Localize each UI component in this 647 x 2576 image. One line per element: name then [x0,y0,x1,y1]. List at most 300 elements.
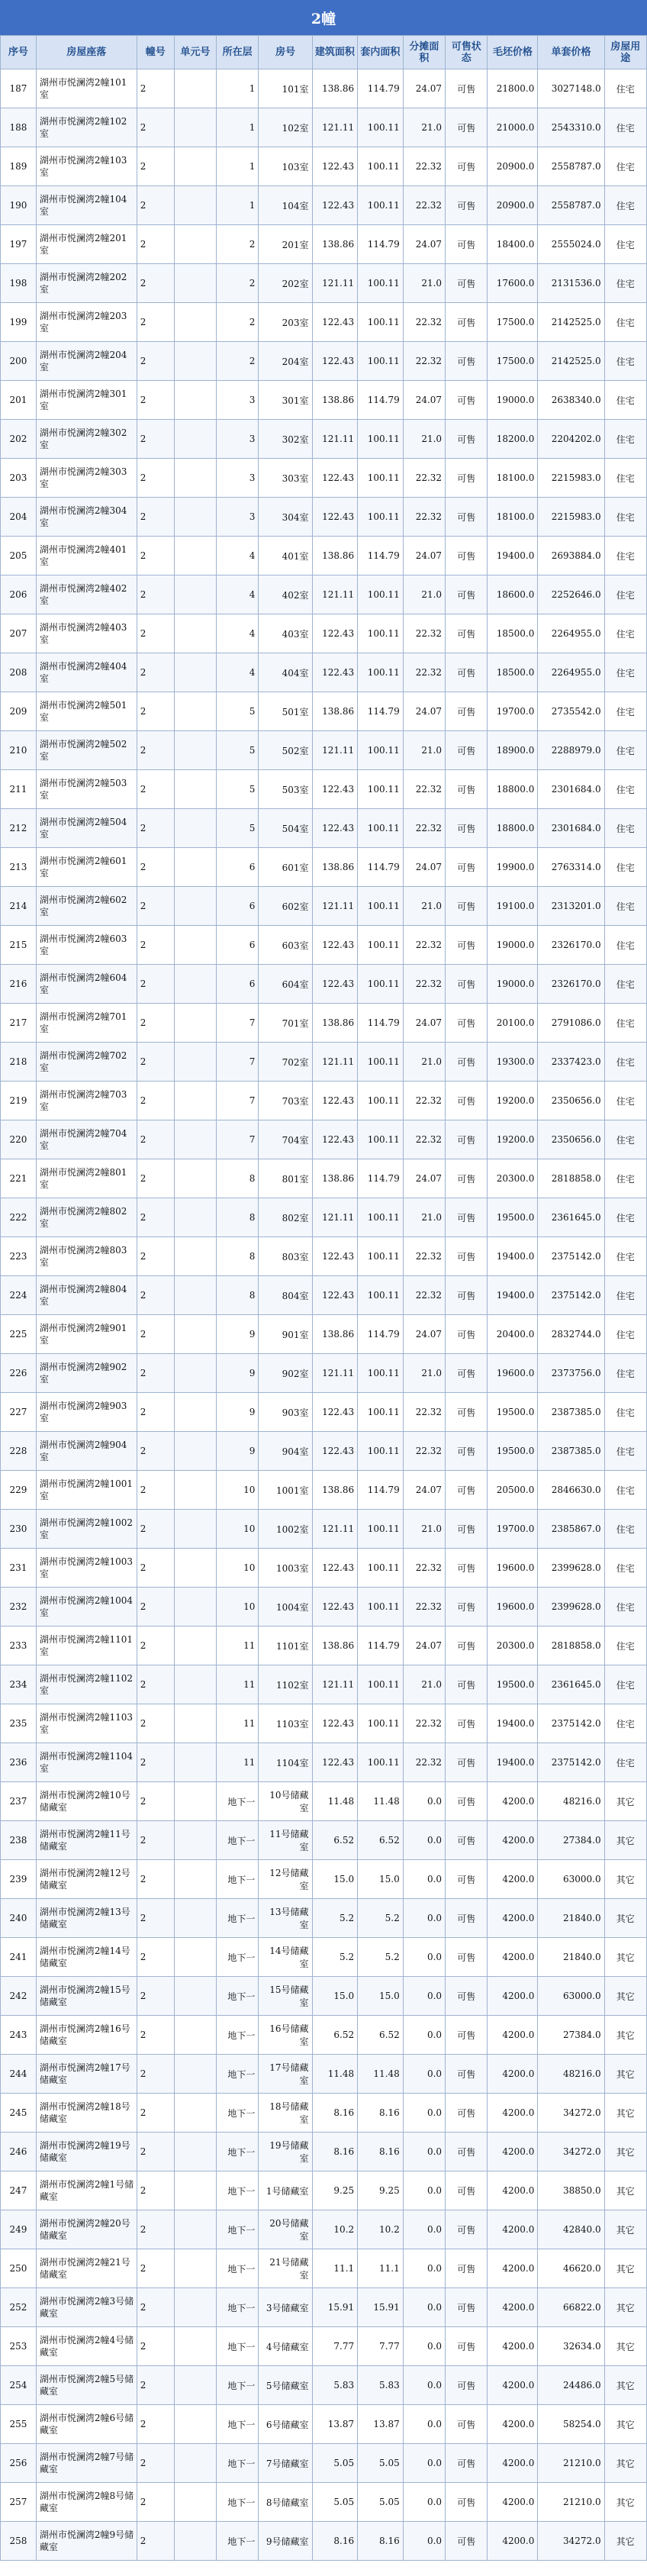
cell-inner-area: 15.0 [358,1860,404,1899]
table-row[interactable] [1,692,647,731]
cell-total-price: 2361645.0 [538,1198,604,1237]
cell-total-price: 2555024.0 [538,225,604,264]
cell-floor: 地下一 [217,2133,259,2171]
table-header [1,36,647,69]
cell-unit [174,2171,216,2210]
cell-room: 801室 [259,1159,312,1198]
cell-total-price: 2264955.0 [538,614,604,653]
cell-status: 可售 [446,1704,488,1743]
table-row[interactable] [1,614,647,653]
cell-location: 湖州市悦澜湾2幢102室 [36,108,137,147]
table-row[interactable] [1,108,647,147]
cell-status: 可售 [446,2288,488,2327]
cell-floor: 11 [217,1627,259,1665]
cell-unit [174,303,216,342]
table-row[interactable] [1,731,647,770]
cell-location: 湖州市悦澜湾2幢16号储藏室 [36,2016,137,2055]
cell-unit-price: 18800.0 [488,770,538,809]
cell-building: 2 [137,1276,174,1315]
cell-room: 18号储藏室 [259,2094,312,2133]
cell-floor: 地下一 [217,1938,259,1977]
cell-unit [174,108,216,147]
cell-room: 1101室 [259,1627,312,1665]
table-row[interactable] [1,420,647,459]
cell-unit [174,1276,216,1315]
table-row[interactable] [1,498,647,537]
cell-shared-area: 22.32 [403,1393,445,1432]
cell-unit-price: 20300.0 [488,1627,538,1665]
cell-inner-area: 8.16 [358,2522,404,2561]
cell-unit-price: 21800.0 [488,69,538,108]
table-row[interactable] [1,1120,647,1159]
cell-inner-area: 114.79 [358,848,404,887]
table-row[interactable] [1,1743,647,1782]
cell-gross-area: 121.11 [312,1665,358,1704]
table-row[interactable] [1,1159,647,1198]
table-row[interactable] [1,2483,647,2522]
cell-building: 2 [137,2522,174,2561]
table-row[interactable] [1,1549,647,1588]
cell-location: 湖州市悦澜湾2幢602室 [36,887,137,926]
cell-unit [174,731,216,770]
cell-total-price: 2215983.0 [538,459,604,498]
cell-gross-area: 122.43 [312,614,358,653]
cell-status: 可售 [446,1938,488,1977]
cell-unit [174,1510,216,1549]
cell-inner-area: 15.91 [358,2288,404,2327]
table-row[interactable] [1,926,647,965]
cell-building: 2 [137,2094,174,2133]
table-row[interactable] [1,848,647,887]
table-row[interactable] [1,264,647,303]
table-row[interactable] [1,1198,647,1237]
table-row[interactable] [1,1471,647,1510]
cell-unit [174,1743,216,1782]
cell-building: 2 [137,1159,174,1198]
cell-gross-area: 121.11 [312,1354,358,1393]
cell-unit-price: 18500.0 [488,653,538,692]
cell-total-price: 46620.0 [538,2249,604,2288]
cell-unit-price: 19900.0 [488,848,538,887]
cell-floor: 7 [217,1082,259,1120]
table-row[interactable] [1,653,647,692]
cell-inner-area: 100.11 [358,809,404,848]
cell-location: 湖州市悦澜湾2幢501室 [36,692,137,731]
cell-total-price: 2543310.0 [538,108,604,147]
col-header-usage[interactable]: 房屋用途 [604,36,646,69]
cell-floor: 6 [217,848,259,887]
table-row[interactable] [1,2016,647,2055]
cell-location: 湖州市悦澜湾2幢7号储藏室 [36,2444,137,2483]
cell-floor: 地下一 [217,1860,259,1899]
cell-room: 201室 [259,225,312,264]
table-row[interactable] [1,1237,647,1276]
cell-inner-area: 100.11 [358,186,404,225]
table-row[interactable] [1,1977,647,2016]
table-row[interactable] [1,1043,647,1082]
cell-unit [174,381,216,420]
cell-seq: 224 [1,1276,37,1315]
cell-usage: 住宅 [604,653,646,692]
cell-gross-area: 11.48 [312,2055,358,2094]
cell-gross-area: 138.86 [312,848,358,887]
cell-shared-area: 21.0 [403,1510,445,1549]
cell-seq: 190 [1,186,37,225]
table-row[interactable] [1,2249,647,2288]
table-row[interactable] [1,1899,647,1938]
cell-gross-area: 8.16 [312,2133,358,2171]
table-row[interactable] [1,2171,647,2210]
cell-status: 可售 [446,692,488,731]
table-row[interactable] [1,575,647,614]
cell-unit [174,1043,216,1082]
col-header-building[interactable]: 幢号 [137,36,174,69]
table-row[interactable] [1,965,647,1004]
cell-total-price: 2142525.0 [538,303,604,342]
cell-room: 9号储藏室 [259,2522,312,2561]
table-row[interactable] [1,381,647,420]
cell-shared-area: 21.0 [403,1198,445,1237]
cell-unit-price: 4200.0 [488,2171,538,2210]
col-header-room[interactable]: 房号 [259,36,312,69]
col-header-unit[interactable]: 单元号 [174,36,216,69]
cell-status: 可售 [446,2210,488,2249]
cell-gross-area: 122.43 [312,342,358,381]
cell-status: 可售 [446,1315,488,1354]
table-row[interactable] [1,342,647,381]
cell-gross-area: 121.11 [312,264,358,303]
cell-gross-area: 122.43 [312,1393,358,1432]
cell-usage: 住宅 [604,1743,646,1782]
cell-inner-area: 100.11 [358,1082,404,1120]
cell-floor: 5 [217,770,259,809]
cell-room: 501室 [259,692,312,731]
col-header-shared-area[interactable]: 分摊面积 [403,36,445,69]
cell-location: 湖州市悦澜湾2幢502室 [36,731,137,770]
cell-total-price: 2204202.0 [538,420,604,459]
cell-building: 2 [137,186,174,225]
cell-unit-price: 18600.0 [488,575,538,614]
cell-unit [174,420,216,459]
table-row[interactable] [1,2133,647,2171]
cell-shared-area: 22.32 [403,965,445,1004]
cell-seq: 212 [1,809,37,848]
col-header-status[interactable]: 可售状态 [446,36,488,69]
cell-total-price: 42840.0 [538,2210,604,2249]
cell-inner-area: 5.05 [358,2444,404,2483]
table-row[interactable] [1,809,647,848]
cell-gross-area: 121.11 [312,420,358,459]
cell-status: 可售 [446,1977,488,2016]
cell-room: 15号储藏室 [259,1977,312,2016]
cell-usage: 住宅 [604,342,646,381]
table-row[interactable] [1,2094,647,2133]
table-row[interactable] [1,2288,647,2327]
cell-total-price: 2215983.0 [538,498,604,537]
table-row[interactable] [1,1354,647,1393]
cell-seq: 242 [1,1977,37,2016]
table-row[interactable] [1,69,647,108]
cell-room: 16号储藏室 [259,2016,312,2055]
cell-usage: 住宅 [604,108,646,147]
cell-unit-price: 4200.0 [488,1821,538,1860]
cell-seq: 201 [1,381,37,420]
cell-usage: 住宅 [604,809,646,848]
col-header-gross-area[interactable]: 建筑面积 [312,36,358,69]
cell-location: 湖州市悦澜湾2幢901室 [36,1315,137,1354]
cell-shared-area: 0.0 [403,2249,445,2288]
cell-unit [174,614,216,653]
cell-gross-area: 122.43 [312,926,358,965]
cell-room: 401室 [259,537,312,575]
cell-usage: 住宅 [604,1510,646,1549]
cell-gross-area: 122.43 [312,147,358,186]
cell-usage: 其它 [604,2483,646,2522]
cell-seq: 256 [1,2444,37,2483]
cell-status: 可售 [446,2171,488,2210]
table-row[interactable] [1,1082,647,1120]
cell-shared-area: 21.0 [403,108,445,147]
cell-shared-area: 0.0 [403,1938,445,1977]
cell-usage: 住宅 [604,1549,646,1588]
col-header-seq[interactable]: 序号 [1,36,37,69]
cell-usage: 住宅 [604,1354,646,1393]
cell-seq: 237 [1,1782,37,1821]
cell-shared-area: 0.0 [403,2327,445,2366]
table-row[interactable] [1,1393,647,1432]
table-row[interactable] [1,1004,647,1043]
cell-floor: 9 [217,1393,259,1432]
cell-usage: 住宅 [604,1082,646,1120]
cell-shared-area: 22.32 [403,809,445,848]
cell-shared-area: 21.0 [403,420,445,459]
cell-building: 2 [137,614,174,653]
cell-room: 5号储藏室 [259,2366,312,2405]
cell-seq: 221 [1,1159,37,1198]
cell-building: 2 [137,147,174,186]
cell-total-price: 21840.0 [538,1938,604,1977]
cell-room: 804室 [259,1276,312,1315]
cell-unit [174,1860,216,1899]
cell-unit [174,1237,216,1276]
cell-location: 湖州市悦澜湾2幢15号储藏室 [36,1977,137,2016]
cell-usage: 住宅 [604,1043,646,1082]
cell-shared-area: 22.32 [403,303,445,342]
cell-usage: 其它 [604,2016,646,2055]
cell-location: 湖州市悦澜湾2幢1102室 [36,1665,137,1704]
cell-usage: 住宅 [604,1120,646,1159]
cell-room: 301室 [259,381,312,420]
table-row[interactable] [1,1665,647,1704]
col-header-total-price[interactable]: 单套价格 [538,36,604,69]
cell-unit [174,1004,216,1043]
cell-inner-area: 5.05 [358,2483,404,2522]
cell-inner-area: 8.16 [358,2094,404,2133]
cell-gross-area: 121.11 [312,1198,358,1237]
cell-seq: 189 [1,147,37,186]
cell-status: 可售 [446,887,488,926]
cell-total-price: 2301684.0 [538,809,604,848]
cell-floor: 10 [217,1588,259,1627]
cell-room: 802室 [259,1198,312,1237]
cell-floor: 8 [217,1198,259,1237]
table-row[interactable] [1,1432,647,1471]
cell-floor: 7 [217,1004,259,1043]
cell-status: 可售 [446,1043,488,1082]
cell-unit-price: 20300.0 [488,1159,538,1198]
cell-location: 湖州市悦澜湾2幢702室 [36,1043,137,1082]
table-row[interactable] [1,1588,647,1627]
table-row[interactable] [1,1782,647,1821]
table-row[interactable] [1,303,647,342]
cell-usage: 住宅 [604,459,646,498]
cell-inner-area: 100.11 [358,1510,404,1549]
cell-inner-area: 100.11 [358,575,404,614]
cell-floor: 4 [217,653,259,692]
col-header-inner-area[interactable]: 套内面积 [358,36,404,69]
cell-unit [174,498,216,537]
cell-total-price: 2693884.0 [538,537,604,575]
cell-room: 10号储藏室 [259,1782,312,1821]
cell-inner-area: 10.2 [358,2210,404,2249]
table-row[interactable] [1,1704,647,1743]
cell-location: 湖州市悦澜湾2幢904室 [36,1432,137,1471]
cell-building: 2 [137,69,174,108]
cell-unit [174,69,216,108]
cell-total-price: 2818858.0 [538,1627,604,1665]
table-row[interactable] [1,1315,647,1354]
cell-unit [174,459,216,498]
cell-status: 可售 [446,1665,488,1704]
cell-seq: 188 [1,108,37,147]
cell-room: 1102室 [259,1665,312,1704]
table-row[interactable] [1,2327,647,2366]
col-header-unit-price[interactable]: 毛坯价格 [488,36,538,69]
cell-total-price: 66822.0 [538,2288,604,2327]
cell-room: 104室 [259,186,312,225]
cell-building: 2 [137,1004,174,1043]
cell-floor: 地下一 [217,2405,259,2444]
cell-total-price: 27384.0 [538,2016,604,2055]
table-row[interactable] [1,1276,647,1315]
cell-unit [174,2055,216,2094]
cell-location: 湖州市悦澜湾2幢1004室 [36,1588,137,1627]
cell-usage: 其它 [604,2210,646,2249]
col-header-floor[interactable]: 所在层 [217,36,259,69]
cell-status: 可售 [446,1549,488,1588]
table-row[interactable] [1,459,647,498]
cell-status: 可售 [446,2405,488,2444]
cell-shared-area: 0.0 [403,2171,445,2210]
cell-location: 湖州市悦澜湾2幢1002室 [36,1510,137,1549]
col-header-location[interactable]: 房屋座落 [36,36,137,69]
table-row[interactable] [1,1860,647,1899]
table-row[interactable] [1,1821,647,1860]
cell-status: 可售 [446,420,488,459]
cell-floor: 地下一 [217,2366,259,2405]
cell-inner-area: 100.11 [358,1393,404,1432]
cell-inner-area: 9.25 [358,2171,404,2210]
cell-shared-area: 22.32 [403,498,445,537]
cell-room: 6号储藏室 [259,2405,312,2444]
cell-location: 湖州市悦澜湾2幢903室 [36,1393,137,1432]
cell-room: 404室 [259,653,312,692]
cell-gross-area: 122.43 [312,1237,358,1276]
cell-shared-area: 24.07 [403,1627,445,1665]
table-row[interactable] [1,2405,647,2444]
cell-location: 湖州市悦澜湾2幢503室 [36,770,137,809]
cell-location: 湖州市悦澜湾2幢1103室 [36,1704,137,1743]
cell-location: 湖州市悦澜湾2幢17号储藏室 [36,2055,137,2094]
cell-shared-area: 0.0 [403,2133,445,2171]
table-row[interactable] [1,186,647,225]
cell-gross-area: 122.43 [312,498,358,537]
table-row[interactable] [1,225,647,264]
table-row[interactable] [1,1627,647,1665]
cell-shared-area: 22.32 [403,147,445,186]
cell-shared-area: 22.32 [403,1549,445,1588]
cell-building: 2 [137,770,174,809]
cell-floor: 3 [217,420,259,459]
cell-building: 2 [137,1665,174,1704]
cell-inner-area: 100.11 [358,1432,404,1471]
cell-floor: 地下一 [217,2522,259,2561]
cell-status: 可售 [446,2055,488,2094]
table-row[interactable] [1,770,647,809]
cell-building: 2 [137,2016,174,2055]
table-row[interactable] [1,2522,647,2561]
cell-usage: 其它 [604,1782,646,1821]
cell-building: 2 [137,225,174,264]
cell-floor: 地下一 [217,2327,259,2366]
cell-gross-area: 122.43 [312,1588,358,1627]
cell-inner-area: 7.77 [358,2327,404,2366]
table-row[interactable] [1,2444,647,2483]
cell-usage: 住宅 [604,1004,646,1043]
cell-unit [174,1821,216,1860]
table-row[interactable] [1,537,647,575]
cell-seq: 198 [1,264,37,303]
table-row[interactable] [1,2366,647,2405]
cell-seq: 236 [1,1743,37,1782]
cell-status: 可售 [446,2522,488,2561]
cell-location: 湖州市悦澜湾2幢10号储藏室 [36,1782,137,1821]
cell-inner-area: 100.11 [358,1549,404,1588]
table-row[interactable] [1,1938,647,1977]
cell-building: 2 [137,2133,174,2171]
cell-seq: 253 [1,2327,37,2366]
cell-inner-area: 114.79 [358,1159,404,1198]
cell-gross-area: 11.48 [312,1782,358,1821]
cell-unit-price: 19600.0 [488,1354,538,1393]
cell-usage: 住宅 [604,537,646,575]
cell-building: 2 [137,381,174,420]
table-row[interactable] [1,2055,647,2094]
cell-inner-area: 100.11 [358,887,404,926]
table-row[interactable] [1,2210,647,2249]
table-row[interactable] [1,887,647,926]
table-row[interactable] [1,147,647,186]
cell-location: 湖州市悦澜湾2幢1003室 [36,1549,137,1588]
cell-unit [174,2288,216,2327]
cell-unit-price: 19500.0 [488,1198,538,1237]
cell-usage: 住宅 [604,303,646,342]
cell-seq: 223 [1,1237,37,1276]
cell-seq: 208 [1,653,37,692]
table-row[interactable] [1,1510,647,1549]
cell-shared-area: 0.0 [403,2522,445,2561]
cell-building: 2 [137,926,174,965]
